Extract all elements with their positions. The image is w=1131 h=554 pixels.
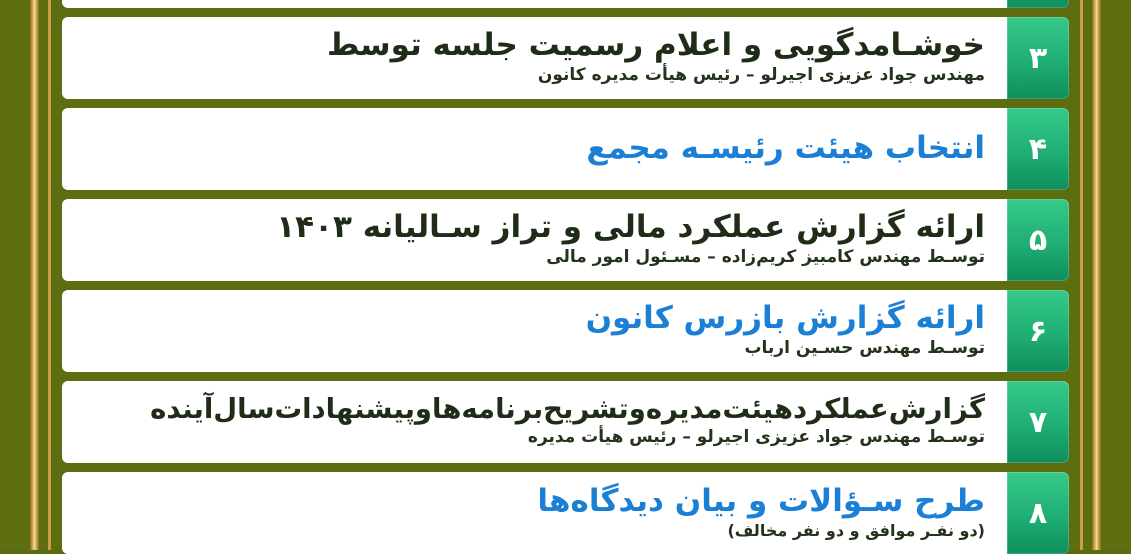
agenda-item-number: ۷ [1007, 381, 1069, 463]
agenda-item-title: ارائه گزارش بازرس کانون [585, 300, 985, 337]
agenda-item-title: طرح سـؤالات و بیان دیدگاه‌ها [537, 482, 985, 519]
agenda-item-card [62, 0, 1007, 8]
agenda-item-title: انتخاب هیئت رئیسـه مجمع [586, 129, 985, 166]
agenda-item-subtitle: مهندس جواد عزیزی اجیرلو – رئیس هیأت مدیره کانون [537, 65, 985, 86]
agenda-item [62, 108, 1069, 190]
decorative-border-left [30, 0, 39, 550]
agenda-item-number [1007, 0, 1069, 8]
agenda-item-number: ۵ [1007, 199, 1069, 281]
decorative-border-right [1092, 0, 1101, 550]
agenda-list [62, 0, 1069, 550]
agenda-item-title: گزارش‌عملکرد‌هیئت‌مدیره‌و‌تشریح‌برنامه‌ها‌و‌پیشنهادات‌سال‌آینده [150, 393, 985, 426]
agenda-item-card [62, 17, 1007, 99]
agenda-item-subtitle: (دو نفـر موافق و دو نفر مخالف) [727, 520, 985, 540]
agenda-item [62, 17, 1069, 99]
agenda-item-number: ۴ [1007, 108, 1069, 190]
agenda-item-title: خوشـامدگویی و اعلام رسمیت جلسه توسط [326, 27, 985, 64]
agenda-item-subtitle: توسـط مهندس حسـین ارباب [744, 338, 985, 359]
agenda-item-number: ۳ [1007, 17, 1069, 99]
agenda-item-number: ۶ [1007, 290, 1069, 372]
agenda-item [62, 472, 1069, 554]
agenda-item-card [62, 381, 1007, 463]
agenda-item-subtitle: توسـط مهندس جواد عزیزی اجیرلو – رئیس هیأت مدیره [527, 427, 985, 448]
agenda-item-card [62, 472, 1007, 554]
decorative-rule-right [1080, 0, 1083, 550]
agenda-item-card [62, 199, 1007, 281]
agenda-item [62, 381, 1069, 463]
agenda-item [62, 290, 1069, 372]
agenda-item-number: ۸ [1007, 472, 1069, 554]
decorative-rule-left [48, 0, 51, 550]
agenda-item-card [62, 290, 1007, 372]
agenda-item [62, 0, 1069, 8]
agenda-item [62, 199, 1069, 281]
agenda-item-card [62, 108, 1007, 190]
agenda-item-subtitle: توسـط مهندس کامبیز کریم‌زاده – مسـئول امور مالی [546, 247, 985, 268]
agenda-item-title: ارائه گزارش عملکرد مالی و تراز سـالیانه ۱۴۰۳ [276, 209, 985, 246]
